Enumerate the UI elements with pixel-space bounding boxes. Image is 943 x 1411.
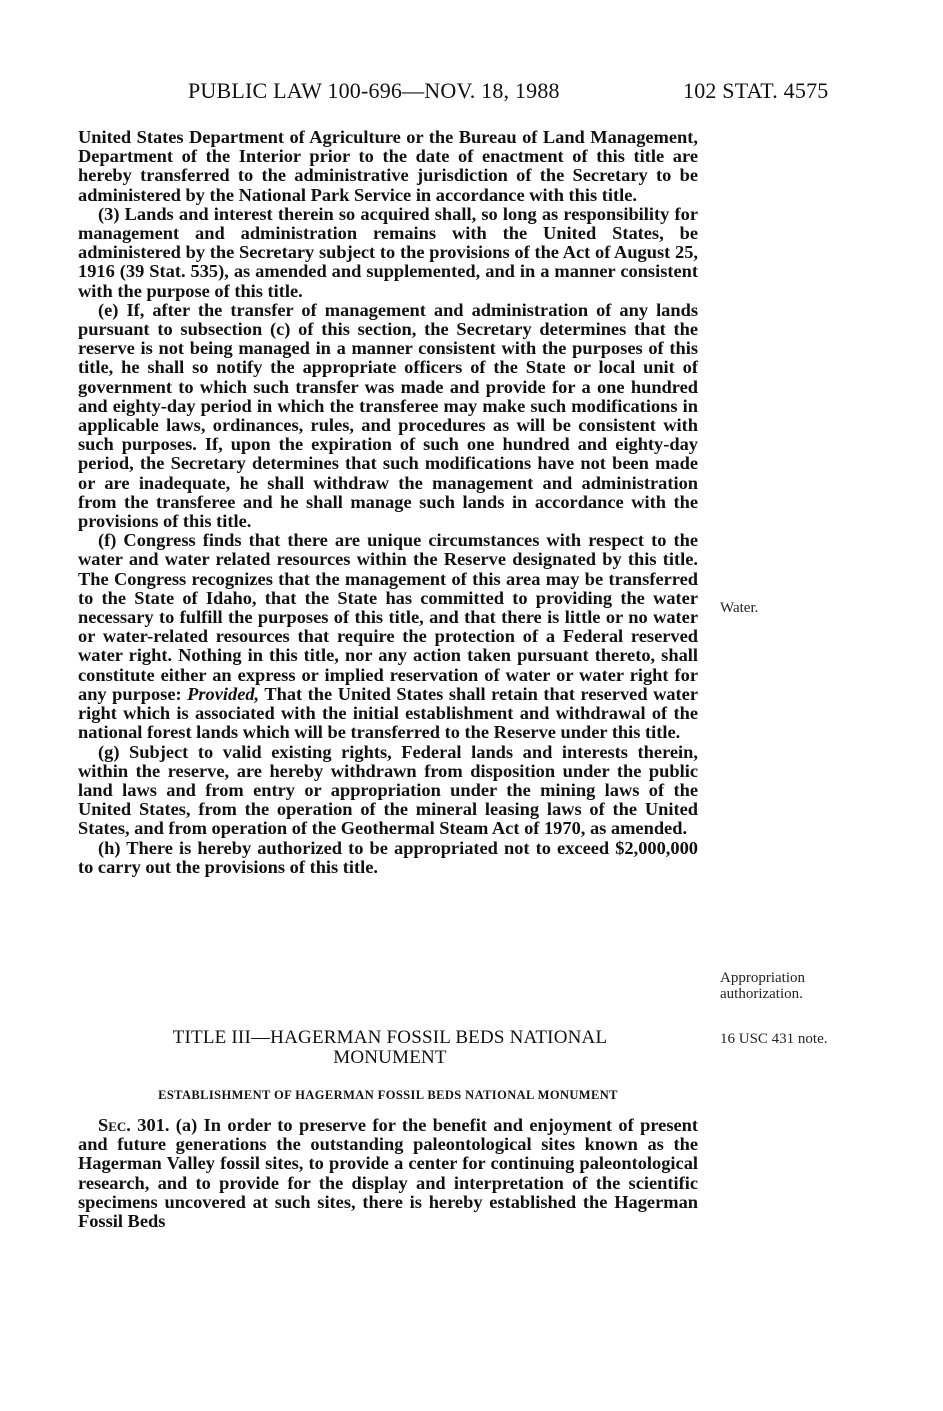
body-text xyxy=(78,128,698,877)
title-heading-line1: TITLE III—HAGERMAN FOSSIL BEDS NATIONAL xyxy=(172,1027,608,1048)
paragraph-e: (e) If, after the transfer of management and administration of any lands pursuant to subsection (c) of this section, the Secretary determines that the reserve is not being managed in a manner consistent with the purposes of this title, he shall so notify the appropriate officers of the State or local unit of government to which such transfer was made and provide for a one hundred and eighty-day period in which the transferee may make such modifications in applicable laws, ordinances, rules, and procedures as will be consistent with such purposes. If, upon the expiration of such one hundred and eighty-day period, the Secretary determines that such modifications have not been made or are inadequate, he shall withdraw the management and administration from the transferee and he shall manage such lands in accordance with the provisions of this title. xyxy=(78,299,698,532)
section-301-label: Sec. 301. xyxy=(98,1115,170,1135)
paragraph-f xyxy=(78,531,698,742)
title-heading-line2: MONUMENT xyxy=(333,1047,447,1068)
paragraph-f-provided: Provided, xyxy=(187,683,260,704)
margin-note-water: Water. xyxy=(720,600,759,616)
running-head xyxy=(0,78,943,108)
section-301-body: (a) In order to preserve for the benefit and enjoyment of present and future generations the outstanding paleontological sites known as the Hagerman Valley fossil sites, to provide a center for continuing paleontological research, and to provide for the display and interpretation of the scientific specimens uncovered at such sites, there is hereby established the Hagerman Fossil Beds xyxy=(78,1115,698,1232)
margin-note-appropriation-line2: authorization. xyxy=(720,986,803,1002)
paragraph-f-text-after: That the United States shall retain that reserved water right which is associated with the initial establishment and withdrawal of the national forest lands which will be transferred to the Reserve under this title. xyxy=(78,683,698,743)
margin-note-appropriation-line1: Appropriation xyxy=(720,970,805,986)
title-heading xyxy=(130,1028,650,1068)
statute-page-number: 102 STAT. 4575 xyxy=(683,78,829,103)
paragraph-f-text-before: (f) Congress finds that there are unique circumstances with respect to the water and water related resources within the Reserve designated by this title. The Congress recognizes that the management of this area may be transferred to the State of Idaho, that the State has committed to providing the water necessary to fulfill the purposes of this title, and that there is little or no water or water-related resources that require the protection of a Federal reserved water right. Nothing in this title, nor any action taken pursuant thereto, shall constitute either an express or implied reservation of water or water right for any purpose: xyxy=(78,530,698,704)
paragraph-3: (3) Lands and interest therein so acquired shall, so long as responsibility for management and administration remains with the United States, be administered by the Secretary subject to the provisions of the Act of August 25, 1916 (39 Stat. 535), as amended and supplemented, and in a manner consistent with the purpose of this title. xyxy=(78,203,698,301)
margin-note-usc: 16 USC 431 note. xyxy=(720,1031,828,1047)
paragraph-continuation: United States Department of Agriculture or the Bureau of Land Management, Department of the Interior prior to the date of enactment of this title are hereby transferred to the administrative jurisdiction of the Secretary to be administered by the National Park Service in accordance with this title. xyxy=(78,127,698,205)
paragraph-g: (g) Subject to valid existing rights, Federal lands and interests therein, within the reserve, are hereby withdrawn from disposition under the public land laws and from entry or appropriation under the mining laws of the United States, from the operation of the mineral leasing laws of the United States, and from operation of the Geothermal Steam Act of 1970, as amended. xyxy=(78,741,698,839)
paragraph-h: (h) There is hereby authorized to be appropriated not to exceed $2,000,000 to carry out the provisions of this title. xyxy=(78,837,698,877)
margin-note-appropriation xyxy=(720,970,805,1002)
section-heading: ESTABLISHMENT OF HAGERMAN FOSSIL BEDS NATIONAL MONUMENT xyxy=(158,1088,618,1102)
public-law-header: PUBLIC LAW 100-696—NOV. 18, 1988 xyxy=(188,78,560,103)
section-301-text xyxy=(78,1116,698,1231)
